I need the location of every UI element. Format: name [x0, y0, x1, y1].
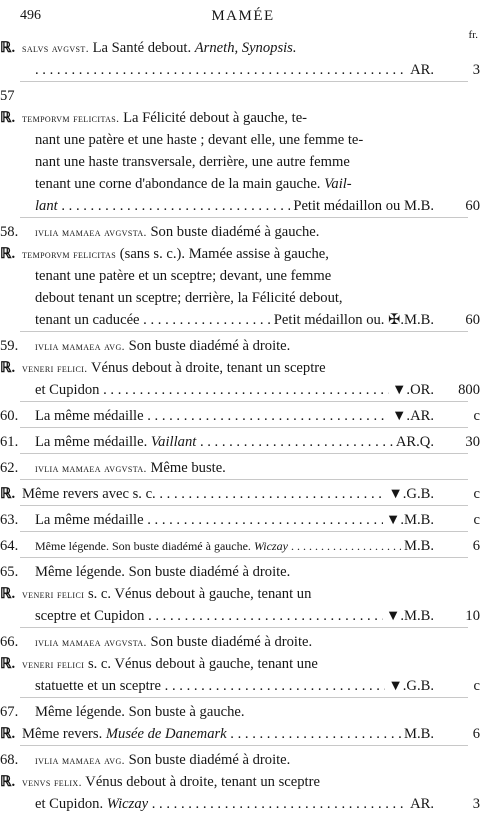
catalogue-entry [0, 509, 486, 531]
entry-description [22, 287, 486, 309]
entry-line [0, 605, 486, 627]
entry-description [22, 675, 385, 697]
entry-description [35, 631, 486, 654]
reference-source: lant [35, 198, 58, 214]
entry-description [35, 431, 393, 453]
description-text: Même légende. Son buste à gauche. [35, 704, 245, 720]
entry-description [22, 379, 389, 401]
description-text: La même médaille [35, 408, 144, 424]
entry-description [22, 173, 486, 195]
catalogue-entries [0, 37, 486, 815]
leader-dots [140, 312, 271, 328]
description-text: tenant un caducée [35, 312, 140, 328]
entry-description [22, 129, 486, 151]
entry-number: 67. [0, 704, 19, 720]
price-value: 60 [465, 198, 480, 214]
metal-module: M.B. [403, 538, 434, 554]
metal-module: ▼.G.B. [388, 486, 434, 502]
reference-source: Wiczay [106, 796, 149, 812]
price-value: 6 [472, 726, 480, 742]
entry-line [0, 173, 486, 195]
description-text: sceptre et Cupidon [35, 608, 145, 624]
entry-line [0, 653, 486, 675]
description-text: s. c. Vénus debout à gauche, tenant un [84, 586, 312, 602]
entry-number: 60. [0, 408, 19, 424]
description-text: Même revers. [22, 726, 106, 742]
description-text: debout tenant un sceptre; derrière, la Félicité debout, [35, 290, 343, 306]
entry-description [22, 605, 383, 627]
entry-description [35, 509, 383, 531]
catalogue-entry [0, 457, 486, 479]
entry-number: 58. [0, 224, 19, 240]
reverse-symbol: ℝ. [0, 110, 16, 126]
entry-description [35, 335, 486, 358]
entry-line [0, 243, 486, 265]
entry-line [0, 675, 486, 697]
description-text: s. c. Vénus debout à gauche, tenant une [84, 656, 318, 672]
description-text: Vénus debout à droite, tenant un sceptre [81, 774, 320, 790]
catalogue-entry [0, 85, 486, 217]
metal-module: ▼.G.B. [388, 678, 434, 694]
reference-source: Wiczay [253, 539, 288, 553]
entry-line [0, 265, 486, 287]
description-text: Même revers avec s. c. [22, 486, 156, 502]
entry-description [22, 265, 486, 287]
description-text: Même légende. Son buste diadémé à gauche. [35, 539, 254, 553]
entry-line [0, 793, 486, 815]
reference-source: Vail- [324, 176, 352, 192]
metal-module: AR. [410, 62, 434, 78]
entry-line [0, 85, 486, 107]
price-value: 10 [465, 608, 480, 624]
price-value: c [473, 678, 480, 694]
price-value: 3 [472, 62, 480, 78]
catalogue-entry [0, 749, 486, 815]
legend-text: temporvm felicitas. [22, 113, 120, 125]
price-value: 6 [472, 538, 480, 554]
page-header [0, 5, 486, 41]
legend-text: veneri felici [22, 659, 85, 671]
price-value: c [473, 408, 480, 424]
leader-dots [35, 62, 407, 78]
description-text: Même buste. [146, 460, 226, 476]
description-text: Son buste diadémé à gauche. [146, 224, 320, 240]
reverse-symbol: ℝ. [0, 360, 16, 376]
leader-dots [144, 408, 389, 424]
description-text: tenant une corne d'abondance de la main gauche. [35, 176, 325, 192]
description-text: Vénus debout à droite, tenant un sceptre [87, 360, 326, 376]
entry-description [35, 701, 486, 723]
legend-text: salvs avgvst. [22, 43, 89, 55]
reverse-symbol: ℝ. [0, 774, 16, 790]
page-number: 496 [20, 8, 41, 23]
entry-line [0, 631, 486, 653]
entry-description [22, 793, 407, 815]
legend-text: ivlia mamaea avg. [35, 755, 125, 767]
currency-label: fr. [468, 29, 478, 41]
entry-description [22, 243, 486, 266]
catalogue-entry [0, 483, 486, 505]
legend-text: temporvm felicitas [22, 249, 117, 261]
reverse-symbol: ℝ. [0, 656, 16, 672]
legend-text: veneri felici [22, 589, 85, 601]
entry-line [0, 37, 486, 59]
entry-description [22, 771, 486, 794]
entry-line [0, 723, 486, 745]
entry-line [0, 457, 486, 479]
metal-module: ▼.M.B. [385, 608, 434, 624]
entry-line [0, 221, 486, 243]
catalogue-entry [0, 37, 486, 81]
legend-text: ivlia mamaea avgvsta. [35, 227, 147, 239]
catalogue-entry [0, 431, 486, 453]
entry-line [0, 151, 486, 173]
price-value: 60 [465, 312, 480, 328]
legend-text: veneri felici. [22, 363, 88, 375]
entry-line [0, 583, 486, 605]
legend-text: ivlia mamaea avgvsta. [35, 637, 147, 649]
catalogue-entry [0, 561, 486, 627]
entry-line [0, 749, 486, 771]
entry-number: 65. [0, 564, 19, 580]
price-value: c [473, 512, 480, 528]
description-text: nant une patère et une haste ; devant elle, une femme te- [35, 132, 364, 148]
reverse-symbol: ℝ. [0, 40, 16, 56]
entry-line [0, 561, 486, 583]
description-text: La Félicité debout à gauche, te- [119, 110, 308, 126]
entry-description [22, 59, 407, 81]
entry-line [0, 431, 486, 453]
entry-description [35, 457, 486, 480]
entry-number: 64. [0, 538, 19, 554]
entry-description [35, 221, 486, 244]
entry-line [0, 287, 486, 309]
entry-description [22, 357, 486, 380]
description-text: La même médaille [35, 512, 144, 528]
page-title: MAMÉE [211, 8, 275, 24]
entry-description [35, 749, 486, 772]
reverse-symbol: ℝ. [0, 246, 16, 262]
metal-module: ▼.OR. [391, 382, 434, 398]
entry-line [0, 129, 486, 151]
reference-source: Vaillant [150, 434, 197, 450]
entry-line [0, 59, 486, 81]
entry-line [0, 483, 486, 505]
leader-dots [58, 198, 291, 214]
price-value: 30 [465, 434, 480, 450]
price-value: 3 [472, 796, 480, 812]
description-text: La Santé debout. [88, 40, 195, 56]
leader-dots [144, 608, 382, 624]
leader-dots [227, 726, 401, 742]
metal-module: ▼.AR. [391, 408, 434, 424]
entry-line [0, 195, 486, 217]
entry-description [22, 583, 486, 606]
entry-description [22, 723, 401, 745]
legend-text: venvs felix. [22, 777, 82, 789]
leader-dots [99, 382, 389, 398]
description-text: Son buste diadémé à droite. [124, 752, 291, 768]
entry-number: 57 [0, 88, 15, 104]
catalogue-entry [0, 701, 486, 745]
entry-description [22, 37, 486, 60]
catalogue-entry [0, 335, 486, 401]
reverse-symbol: ℝ. [0, 586, 16, 602]
reverse-symbol: ℝ. [0, 726, 16, 742]
entry-line [0, 535, 486, 557]
entry-description [22, 309, 271, 331]
metal-module: AR. [410, 796, 434, 812]
description-text: Son buste diadémé à droite. [146, 634, 313, 650]
entry-description [22, 107, 486, 130]
reference-source: Arneth, Synopsis. [194, 40, 297, 56]
description-text: statuette et un sceptre [35, 678, 162, 694]
description-text: La même médaille. [35, 434, 151, 450]
price-value: 800 [458, 382, 480, 398]
leader-dots [161, 678, 385, 694]
metal-module: M.B. [403, 726, 434, 742]
catalogue-entry [0, 221, 486, 331]
entry-number: 59. [0, 338, 19, 354]
leader-dots [148, 796, 407, 812]
entry-number: 61. [0, 434, 19, 450]
entry-number: 68. [0, 752, 19, 768]
entry-description [22, 653, 486, 676]
entry-line [0, 335, 486, 357]
leader-dots [196, 434, 393, 450]
leader-dots [156, 486, 386, 502]
entry-line [0, 309, 486, 331]
leader-dots [144, 512, 383, 528]
entry-description [22, 151, 486, 173]
price-value: c [473, 486, 480, 502]
reference-source: Musée de Danemark [105, 726, 227, 742]
entry-description [22, 195, 290, 217]
entry-line [0, 107, 486, 129]
description-text: Son buste diadémé à droite. [124, 338, 291, 354]
entry-description [35, 405, 389, 427]
entry-line [0, 357, 486, 379]
description-text: et Cupidon [35, 382, 100, 398]
legend-text: ivlia mamaea avgvsta. [35, 463, 147, 475]
metal-module: Petit médaillon ou. ✠.M.B. [273, 312, 434, 328]
legend-text: ivlia mamaea avg. [35, 341, 125, 353]
description-text: (sans s. c.). Mamée assise à gauche, [116, 246, 329, 262]
description-text: et Cupidon. [35, 796, 107, 812]
description-text: tenant une patère et un sceptre; devant, une femme [35, 268, 332, 284]
metal-module: ▼.M.B. [385, 512, 434, 528]
catalogue-entry [0, 405, 486, 427]
entry-line [0, 771, 486, 793]
catalogue-entry [0, 535, 486, 557]
leader-dots [288, 539, 401, 553]
entry-description [35, 535, 401, 557]
entry-line [0, 379, 486, 401]
entry-line [0, 701, 486, 723]
entry-line [0, 509, 486, 531]
reverse-symbol: ℝ. [0, 486, 16, 502]
catalogue-entry [0, 631, 486, 697]
entry-number: 63. [0, 512, 19, 528]
entry-description [35, 561, 486, 583]
description-text: Même légende. Son buste diadémé à droite. [35, 564, 291, 580]
description-text: nant une haste transversale, derrière, une autre femme [35, 154, 350, 170]
metal-module: Petit médaillon ou M.B. [293, 198, 434, 214]
entry-description [22, 483, 385, 505]
entry-number: 66. [0, 634, 19, 650]
entry-line [0, 405, 486, 427]
entry-number: 62. [0, 460, 19, 476]
metal-module: AR.Q. [395, 434, 434, 450]
